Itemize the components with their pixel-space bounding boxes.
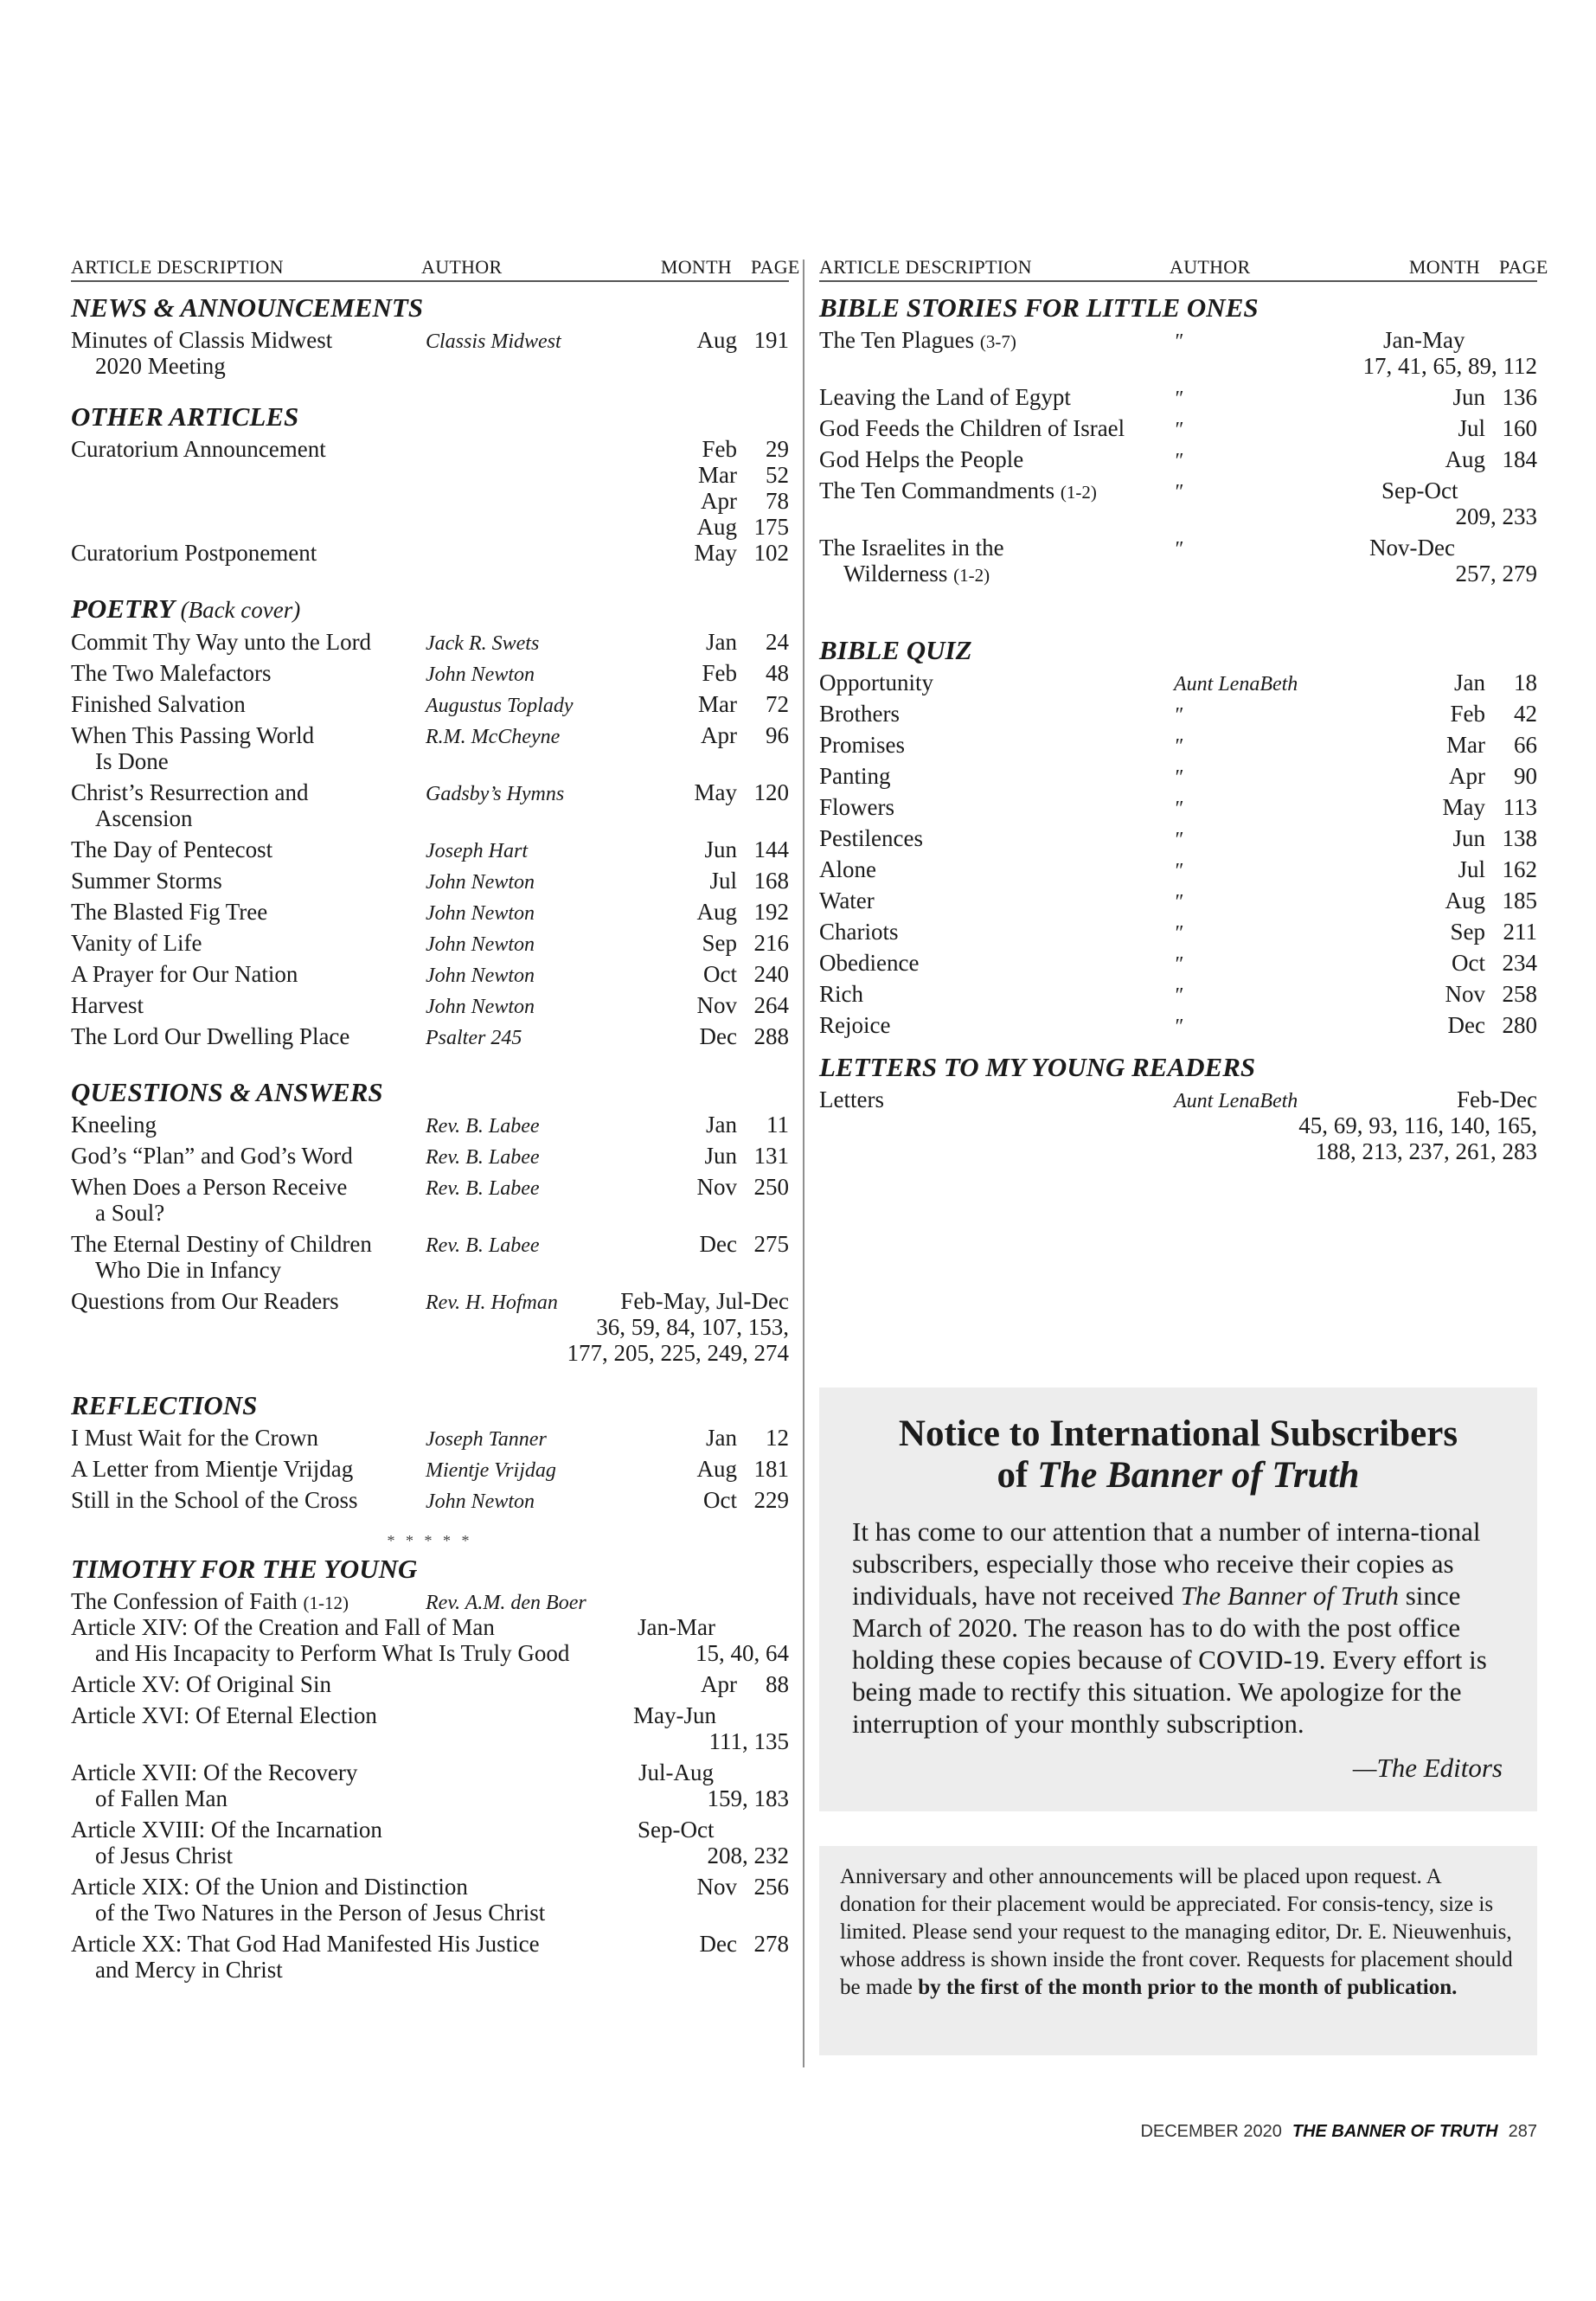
section-title: OTHER ARTICLES bbox=[71, 401, 299, 432]
table-row: The Eternal Destiny of Children Who Die in Infancy Rev. B. Labee Dec 275 bbox=[71, 1231, 789, 1283]
table-row: Flowers ″ May 113 bbox=[819, 794, 1537, 820]
table-header: ARTICLE DESCRIPTION AUTHOR MONTH PAGE bbox=[819, 256, 1537, 282]
notice-title: Notice to International Subscribers of The Banner of Truth bbox=[898, 1413, 1458, 1496]
column-divider bbox=[803, 260, 804, 2067]
table-row: When Does a Person Receive a Soul? Rev. B. Labee Nov 250 bbox=[71, 1174, 789, 1226]
table-row: Letters Aunt LenaBeth Feb-Dec 45, 69, 93, 116, 140, 165, 188, 213, 237, 261, 283 bbox=[819, 1086, 1537, 1164]
right-column bbox=[819, 256, 1548, 1166]
table-row: God Helps the People ″ Aug 184 bbox=[819, 446, 1537, 472]
left-column bbox=[71, 256, 800, 1988]
table-row: Chariots ″ Sep 211 bbox=[819, 919, 1537, 945]
announcement-text: Anniversary and other announcements will be placed upon request. A donation for their placement would be appreciated. For consis-tency, size is limited. Please send your request to the managing editor, Dr. E. Nieuwenhuis, whose address is shown inside the front cover. Requests for placement should be made by the first of the month prior to the month of publication. bbox=[840, 1865, 1513, 1999]
section-title: POETRY (Back cover) bbox=[71, 593, 301, 624]
table-row: Article XVII: Of the Recovery of Fallen Man Jul-Aug 159, 183 bbox=[71, 1759, 789, 1811]
footer-issue: DECEMBER 2020 bbox=[1140, 2122, 1282, 2141]
footer-page-number: 287 bbox=[1508, 2122, 1537, 2141]
table-row: Curatorium Postponement May 102 bbox=[71, 540, 789, 566]
table-row: Vanity of Life John Newton Sep 216 bbox=[71, 930, 789, 956]
page-footer bbox=[1140, 2122, 1537, 2142]
table-row: Water ″ Aug 185 bbox=[819, 888, 1537, 913]
table-row: A Prayer for Our Nation John Newton Oct 240 bbox=[71, 961, 789, 987]
table-row: The Israelites in the Wilderness (1-2) ″ Nov-Dec 257, 279 bbox=[819, 535, 1537, 586]
section-title: BIBLE QUIZ bbox=[819, 635, 972, 665]
table-row: Summer Storms John Newton Jul 168 bbox=[71, 868, 789, 894]
table-row: Article XV: Of Original Sin Apr 88 bbox=[71, 1671, 789, 1697]
table-row: Still in the School of the Cross John Newton Oct 229 bbox=[71, 1487, 789, 1513]
reflections-list bbox=[71, 1425, 789, 1518]
section-title: TIMOTHY FOR THE YOUNG bbox=[71, 1554, 418, 1584]
table-row: The Ten Plagues (3-7) ″ Jan-May 17, 41, 65, 89, 112 bbox=[819, 327, 1537, 379]
timothy-list bbox=[71, 1588, 789, 1988]
table-row: Kneeling Rev. B. Labee Jan 11 bbox=[71, 1112, 789, 1138]
table-row: God Feeds the Children of Israel ″ Jul 160 bbox=[819, 415, 1537, 441]
table-row: The Blasted Fig Tree John Newton Aug 192 bbox=[71, 899, 789, 925]
table-row: Leaving the Land of Egypt ″ Jun 136 bbox=[819, 384, 1537, 410]
table-row: Commit Thy Way unto the Lord Jack R. Swets Jan 24 bbox=[71, 629, 789, 655]
announcement-box bbox=[819, 1846, 1537, 2055]
separator-stars: * * * * * bbox=[387, 1532, 473, 1549]
notice-body: It has come to our attention that a number of interna-tional subscribers, especially those who receive their copies as individuals, have not received The Banner of Truth since March of 2020. The reason has to do with the post office holding these copies because of COVID-19. Every effort is being made to rectify this situation. We apologize for the interruption of your monthly subscription. bbox=[852, 1516, 1487, 1739]
table-row: Brothers ″ Feb 42 bbox=[819, 701, 1537, 727]
table-row: The Two Malefactors John Newton Feb 48 bbox=[71, 660, 789, 686]
table-row: When This Passing World Is Done R.M. McCheyne Apr 96 bbox=[71, 722, 789, 774]
poetry-list bbox=[71, 629, 789, 1054]
table-row: Rejoice ″ Dec 280 bbox=[819, 1012, 1537, 1038]
table-row: Promises ″ Mar 66 bbox=[819, 732, 1537, 758]
table-row: Obedience ″ Oct 234 bbox=[819, 950, 1537, 976]
table-row: The Day of Pentecost Joseph Hart Jun 144 bbox=[71, 836, 789, 862]
header-month: MONTH bbox=[660, 256, 732, 278]
header-description: ARTICLE DESCRIPTION bbox=[71, 256, 284, 278]
table-row: Article XIV: Of the Creation and Fall of Man and His Incapacity to Perform What Is Truly Good Jan-Mar 15, 40, 64 bbox=[71, 1614, 789, 1666]
table-row: The Ten Commandments (1-2) ″ Sep-Oct 209, 233 bbox=[819, 478, 1537, 529]
table-row: The Lord Our Dwelling Place Psalter 245 Dec 288 bbox=[71, 1023, 789, 1049]
section-title: REFLECTIONS bbox=[71, 1390, 258, 1420]
table-row: Panting ″ Apr 90 bbox=[819, 763, 1537, 789]
table-row: The Confession of Faith (1-12) Rev. A.M. den Boer bbox=[71, 1588, 586, 1614]
table-row: Opportunity Aunt LenaBeth Jan 18 bbox=[819, 670, 1537, 695]
table-row: Rich ″ Nov 258 bbox=[819, 981, 1537, 1007]
section-title: BIBLE STORIES FOR LITTLE ONES bbox=[819, 292, 1259, 323]
table-row: Minutes of Classis Midwest 2020 Meeting Classis Midwest Aug 191 bbox=[71, 327, 789, 379]
quiz-list bbox=[819, 670, 1537, 1043]
table-row: Alone ″ Jul 162 bbox=[819, 856, 1537, 882]
notice-signature: —The Editors bbox=[1352, 1753, 1503, 1783]
table-row: God’s “Plan” and God’s Word Rev. B. Labee Jun 131 bbox=[71, 1143, 789, 1169]
table-row: Pestilences ″ Jun 138 bbox=[819, 825, 1537, 851]
table-row: Finished Salvation Augustus Toplady Mar 72 bbox=[71, 691, 789, 717]
header-author: AUTHOR bbox=[421, 256, 503, 278]
table-row: A Letter from Mientje Vrijdag Mientje Vrijdag Aug 181 bbox=[71, 1456, 789, 1482]
section-title: LETTERS TO MY YOUNG READERS bbox=[819, 1052, 1256, 1082]
qa-list bbox=[71, 1112, 789, 1368]
table-row: Article XX: That God Had Manifested His Justice and Mercy in Christ Dec 278 bbox=[71, 1931, 789, 1983]
section-title: QUESTIONS & ANSWERS bbox=[71, 1077, 383, 1107]
footer-magazine: THE BANNER OF TRUTH bbox=[1292, 2122, 1498, 2141]
table-row: Curatorium Announcement Feb 29 Mar 52 Apr 78 Aug 175 bbox=[71, 436, 789, 540]
section-title: NEWS & ANNOUNCEMENTS bbox=[71, 292, 424, 323]
table-row: Harvest John Newton Nov 264 bbox=[71, 992, 789, 1018]
table-row: Article XVIII: Of the Incarnation of Jesus Christ Sep-Oct 208, 232 bbox=[71, 1817, 789, 1868]
table-row: Questions from Our Readers Rev. H. Hofman Feb-May, Jul-Dec 36, 59, 84, 107, 153, 177, 205, 225, 249, 274 bbox=[71, 1288, 789, 1366]
header-page: PAGE bbox=[751, 256, 800, 278]
table-row: I Must Wait for the Crown Joseph Tanner Jan 12 bbox=[71, 1425, 789, 1451]
table-row: Article XVI: Of Eternal Election May-Jun 111, 135 bbox=[71, 1702, 789, 1754]
table-row: Christ’s Resurrection and Ascension Gadsby’s Hymns May 120 bbox=[71, 779, 789, 831]
notice-box bbox=[819, 1388, 1537, 1811]
table-header bbox=[71, 256, 800, 282]
table-row: Article XIX: Of the Union and Distinction of the Two Natures in the Person of Jesus Christ Nov 256 bbox=[71, 1874, 789, 1926]
